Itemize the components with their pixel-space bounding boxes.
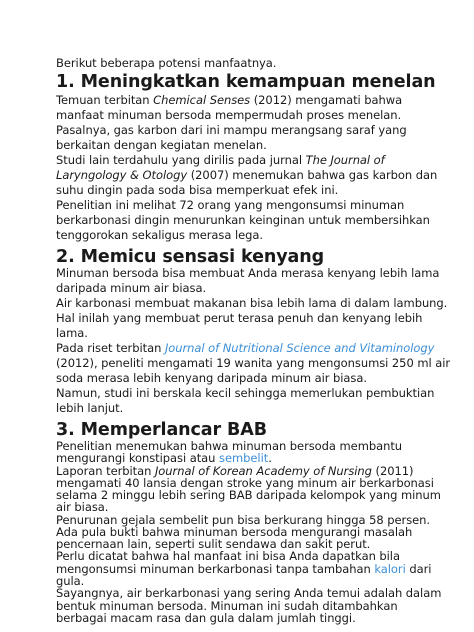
paragraph-line: Air karbonasi membuat makanan bisa lebih lama di dalam lambung. [56, 296, 448, 310]
paragraph-line: selama 2 minggu lebih sering BAB daripada kelompok yang minum [56, 488, 441, 503]
paragraph-line: air biasa. [56, 500, 109, 515]
paragraph-line: Sayangnya, air berkarbonasi yang sering Anda temui adalah dalam [56, 586, 442, 601]
paragraph-line: manfaat minuman bersoda mempermudah proses menelan. [56, 108, 402, 122]
paragraph-line: gula. [56, 573, 85, 588]
paragraph-line: Hal inilah yang membuat perut terasa penuh dan kenyang lebih [56, 311, 423, 325]
section-heading-3: 3. Memperlancar BAB [56, 420, 267, 440]
section-heading-2: 2. Memicu sensasi kenyang [56, 247, 325, 267]
paragraph-line: Penurunan gejala sembelit pun bisa berkurang hingga 58 persen. [56, 512, 431, 527]
journal-link[interactable]: Journal of Nutritional Science and Vitaminology [164, 341, 435, 355]
paragraph-line: lebih lanjut. [56, 401, 124, 415]
paragraph-line: Pada riset terbitan Journal of Nutritional Science and Vitaminology [56, 341, 435, 355]
paragraph-line: (2012), peneliti mengamati 19 wanita yang mengonsumsi 250 ml air [56, 356, 451, 370]
paragraph-line: Namun, studi ini berskala kecil sehingga memerlukan pembuktian [56, 386, 435, 400]
paragraph-line: lama. [56, 326, 88, 340]
paragraph-line: Studi lain terdahulu yang dirilis pada jurnal The Journal of [56, 153, 385, 167]
paragraph-line: Penelitian ini melihat 72 orang yang mengonsumsi minuman [56, 198, 405, 212]
sembelit-link[interactable]: sembelit [219, 451, 269, 466]
paragraph-line: Temuan terbitan Chemical Senses (2012) mengamati bahwa [56, 93, 403, 107]
intro-text: Berikut beberapa potensi manfaatnya. [56, 56, 277, 70]
paragraph-line: Penelitian menemukan bahwa minuman bersoda membantu [56, 439, 403, 453]
paragraph-line: Minuman bersoda bisa membuat Anda merasa kenyang lebih lama [56, 266, 440, 280]
paragraph-line: Ada pula bukti bahwa minuman bersoda mengurangi masalah [56, 524, 413, 539]
paragraph-line: mengurangi konstipasi atau sembelit. [56, 451, 272, 466]
paragraph-line: suhu dingin pada soda bisa memperkuat efek ini. [56, 183, 339, 197]
paragraph-line: Laryngology & Otology (2007) menemukan bahwa gas karbon dan [56, 168, 438, 182]
paragraph-line: Pasalnya, gas karbon dari ini mampu merangsang saraf yang [56, 123, 407, 137]
paragraph-line: bentuk minuman bersoda. Minuman ini sudah ditambahkan [56, 598, 398, 613]
paragraph-line: pencernaan lain, seperti sulit sendawa dan sakit perut. [56, 537, 371, 552]
section-heading-1: 1. Meningkatkan kemampuan menelan [56, 72, 436, 92]
paragraph-line: daripada minum air biasa. [56, 281, 207, 295]
paragraph-line: mengamati 40 lansia dengan stroke yang minum air berkarbonasi [56, 475, 434, 490]
paragraph-line: soda merasa lebih kenyang daripada minum air biasa. [56, 371, 367, 385]
paragraph-line: Perlu dicatat bahwa hal manfaat ini bisa Anda dapatkan bila [56, 549, 400, 564]
kalori-link[interactable]: kalori [374, 561, 406, 576]
paragraph-line: Laporan terbitan Journal of Korean Academy of Nursing (2011) [56, 463, 414, 478]
paragraph-line: berbagai macam rasa dan gula dalam jumlah tinggi. [56, 610, 356, 625]
paragraph-line: tenggorokan sekaligus merasa lega. [56, 228, 263, 242]
paragraph-line: mengonsumsi minuman berkarbonasi tanpa tambahan kalori dari [56, 561, 432, 576]
paragraph-line: berkaitan dengan kegiatan menelan. [56, 138, 267, 152]
paragraph-line: berkarbonasi dingin menurunkan keinginan untuk membersihkan [56, 213, 430, 227]
